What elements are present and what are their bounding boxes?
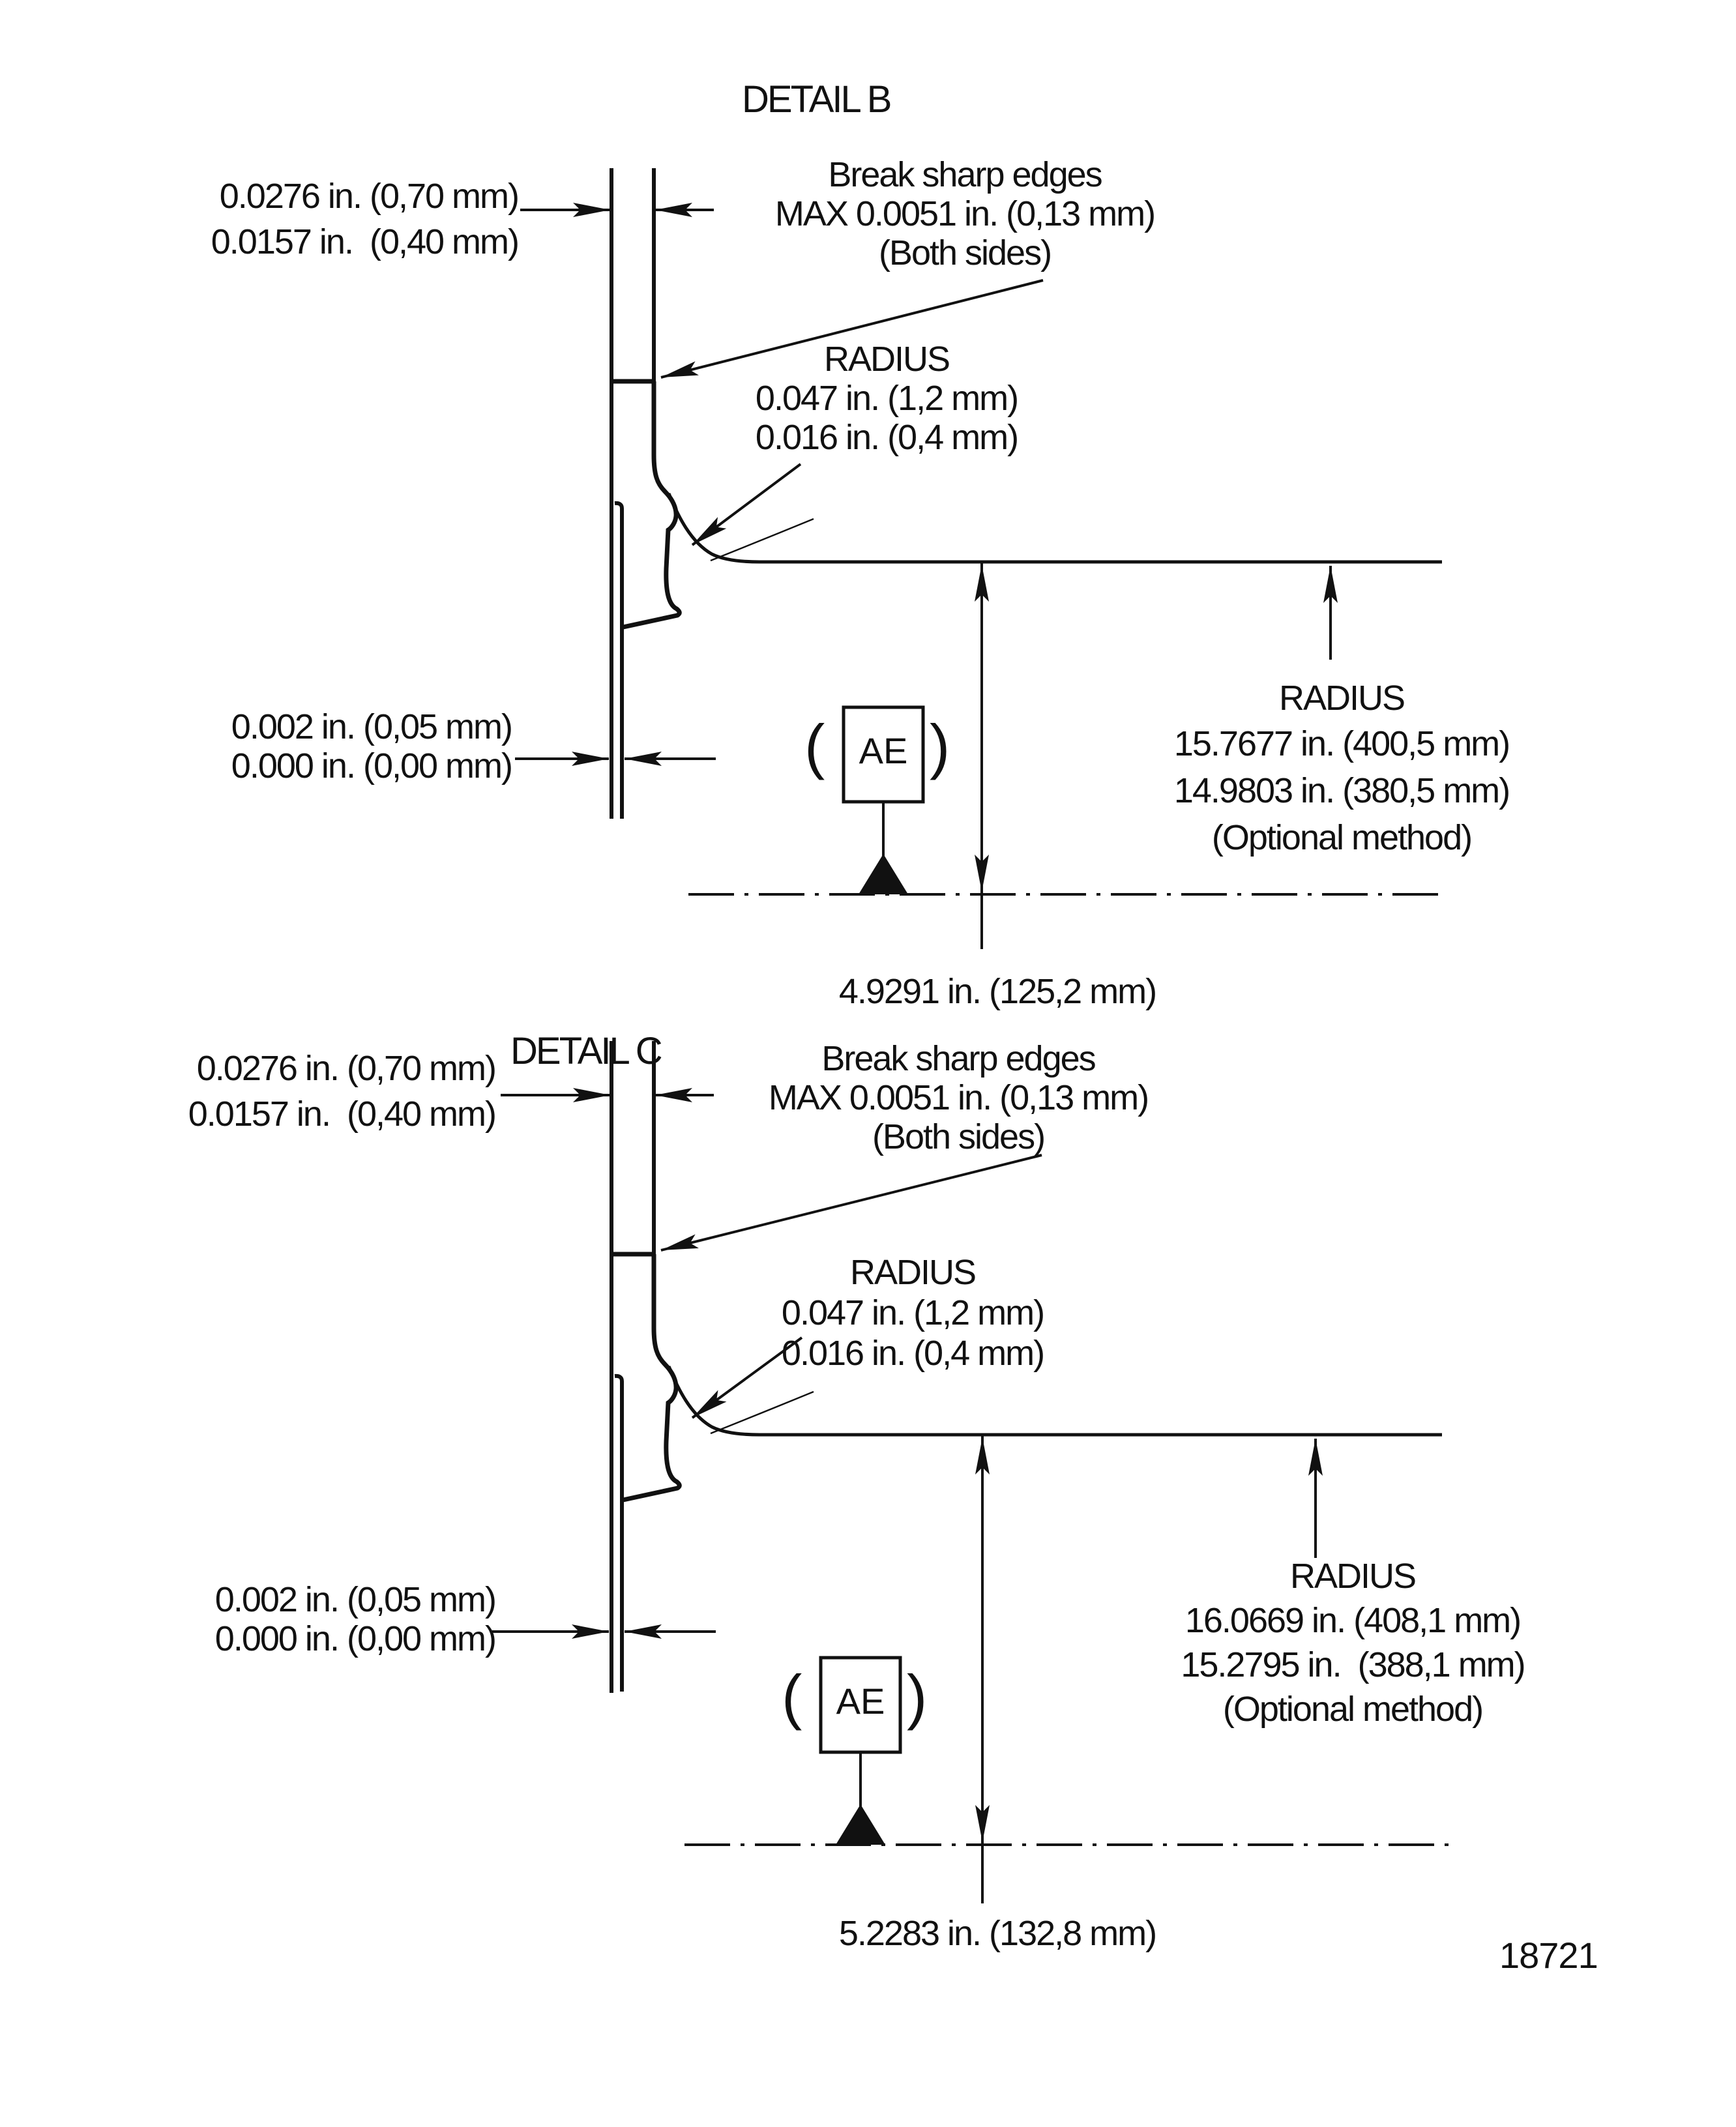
detail-c-runout-line2: 0.000 in. (0,00 mm) (214, 1619, 495, 1658)
detail-c-break-note-line2: MAX 0.0051 in. (0,13 mm) (768, 1078, 1149, 1117)
detail-b-runout-line2: 0.000 in. (0,00 mm) (231, 746, 512, 785)
detail-b-fillet-radius-label: RADIUS (823, 340, 950, 379)
detail-c-large-radius-line1: 16.0669 in. (408,1 mm) (1184, 1601, 1521, 1640)
detail-b-large-radius-arc (711, 519, 814, 561)
detail-b-inner-edge-line (615, 503, 622, 819)
detail-c-inner-edge-line (615, 1376, 622, 1692)
detail-c-large-radius-label: RADIUS (1289, 1557, 1416, 1596)
detail-b-title: DETAIL B (742, 78, 890, 121)
detail-c-fillet-radius-label: RADIUS (849, 1253, 976, 1292)
detail-c-break-leader (661, 1155, 1042, 1250)
detail-c-edge-width-line1: 0.0276 in. (0,70 mm) (196, 1049, 495, 1088)
detail-c-fillet-radius-line1: 0.047 in. (1,2 mm) (781, 1293, 1044, 1332)
detail-c-break-note-line1: Break sharp edges (821, 1039, 1095, 1078)
detail-c-datum-close-paren: ) (907, 1662, 928, 1731)
detail-b-datum-open-paren: ( (804, 712, 825, 780)
detail-b-fillet-radius-line2: 0.016 in. (0,4 mm) (755, 418, 1018, 457)
detail-c-title: DETAIL C (510, 1030, 661, 1072)
detail-b-datum-close-paren: ) (930, 712, 950, 780)
detail-b-height-dim-text: 4.9291 in. (125,2 mm) (838, 972, 1156, 1011)
detail-b-large-radius-line2: 14.9803 in. (380,5 mm) (1173, 771, 1510, 810)
detail-b-runout-line1: 0.002 in. (0,05 mm) (231, 707, 512, 746)
detail-c-break-note-line3: (Both sides) (872, 1117, 1045, 1156)
detail-c-large-radius-line2: 15.2795 in. (388,1 mm) (1181, 1645, 1525, 1684)
detail-b-large-radius-line1: 15.7677 in. (400,5 mm) (1173, 724, 1510, 763)
detail-c-edge-width-line2: 0.0157 in. (0,40 mm) (188, 1094, 495, 1134)
detail-b-break-note-line2: MAX 0.0051 in. (0,13 mm) (774, 194, 1155, 233)
detail-c-datum-open-paren: ( (782, 1662, 802, 1731)
detail-c-datum-triangle-icon (836, 1804, 885, 1845)
detail-b-fillet-and-surface-line (669, 493, 1442, 562)
detail-c-fillet-radius-line2: 0.016 in. (0,4 mm) (781, 1334, 1044, 1373)
detail-c-datum-label: AE (836, 1680, 885, 1722)
detail-b-fillet-radius-line1: 0.047 in. (1,2 mm) (755, 379, 1018, 418)
detail-c-fillet-and-surface-line (669, 1366, 1442, 1435)
detail-b-fillet-radius-leader (692, 464, 801, 545)
detail-b-datum-triangle-icon (859, 854, 908, 894)
detail-b-break-note-line1: Break sharp edges (828, 155, 1102, 194)
figure-number: 18721 (1499, 1935, 1598, 1976)
detail-c-large-radius-line3: (Optional method) (1222, 1690, 1483, 1729)
detail-b-break-note-line3: (Both sides) (878, 233, 1052, 272)
detail-b-lip-profile (623, 381, 679, 627)
detail-b-edge-width-line1: 0.0276 in. (0,70 mm) (219, 177, 518, 216)
detail-c-runout-line1: 0.002 in. (0,05 mm) (214, 1580, 495, 1619)
detail-c-height-dim-text: 5.2283 in. (132,8 mm) (838, 1914, 1156, 1953)
detail-b-datum-label: AE (859, 730, 908, 771)
detail-b-large-radius-label: RADIUS (1278, 679, 1405, 718)
detail-c-large-radius-arc (711, 1392, 814, 1433)
detail-c-lip-profile (623, 1254, 679, 1500)
detail-b-large-radius-line3: (Optional method) (1211, 818, 1472, 857)
detail-b-edge-width-line2: 0.0157 in. (0,40 mm) (211, 222, 518, 261)
